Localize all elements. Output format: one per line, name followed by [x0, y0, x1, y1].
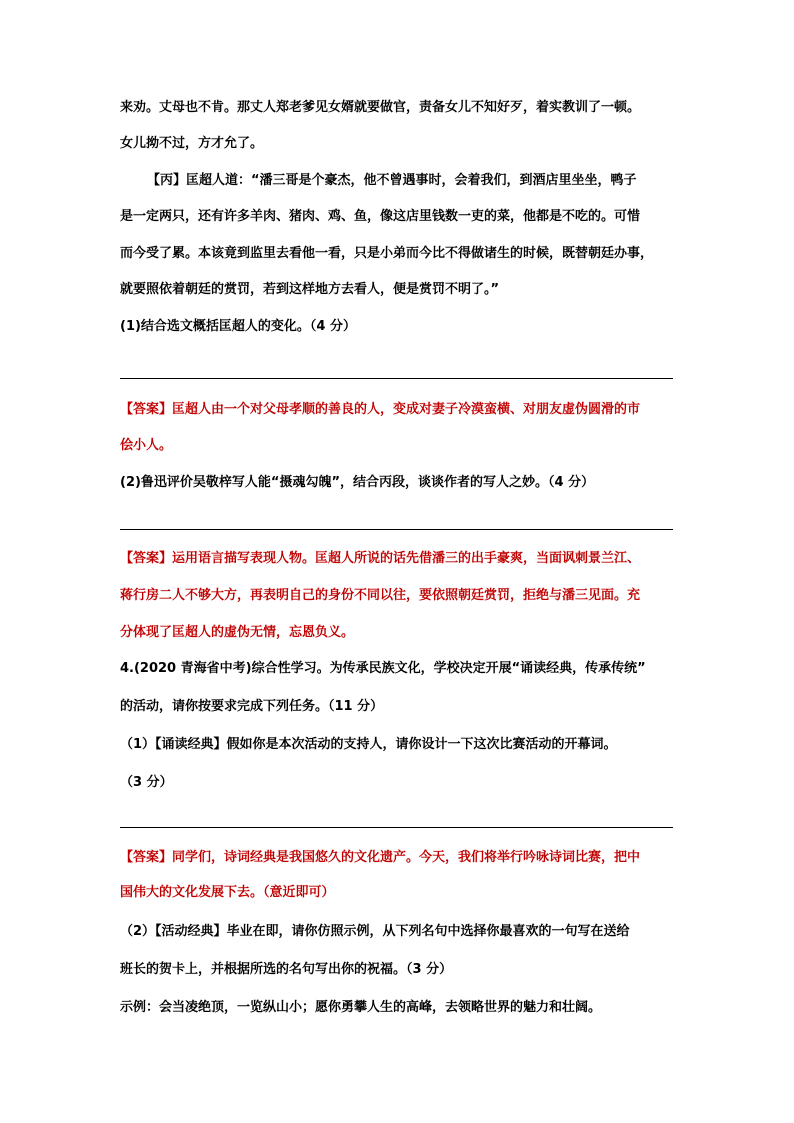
question-4-sub-2-line-1: （2）【活动经典】毕业在即，请你仿照示例，从下列名句中选择你最喜欢的一句写在送给 — [120, 924, 630, 939]
answer-line-1 — [120, 378, 673, 379]
question-2: (2)鲁迅评价吴敬梓写人能“摄魂勾魄”，结合丙段，谈谈作者的写人之妙。（4 分） — [120, 475, 595, 490]
question-4-intro-line-1: 4.(2020 青海省中考)综合性学习。为传承民族文化，学校决定开展“诵读经典，传承传统” — [120, 661, 646, 676]
answer-4-1-line-1: 【答案】同学们，诗词经典是我国悠久的文化遗产。今天，我们将举行吟咏诗词比赛，把中 — [120, 850, 641, 865]
answer-2-line-2: 蒋行房二人不够大方，再表明自己的身份不同以往，要依照朝廷赏罚，拒绝与潘三见面。充 — [120, 588, 641, 603]
answer-line-2 — [120, 529, 673, 530]
question-4-sub-2-line-2: 班长的贺卡上，并根据所选的名句写出你的祝福。（3 分） — [120, 962, 453, 977]
passage-line-6: 就要照依着朝廷的赏罚，若到这样地方去看人，便是赏罚不明了。” — [120, 282, 500, 297]
passage-line-2: 女儿拗不过，方才允了。 — [120, 136, 264, 151]
answer-1-line-2: 侩小人。 — [120, 438, 173, 453]
question-1: (1)结合选文概括匡超人的变化。（4 分） — [120, 319, 356, 334]
example-line: 示例：会当凌绝顶，一览纵山小；愿你勇攀人生的高峰，去领略世界的魅力和壮阔。 — [120, 1000, 602, 1015]
question-4-sub-1-line-1: （1）【诵读经典】假如你是本次活动的支持人，请你设计一下这次比赛活动的开幕词。 — [120, 737, 617, 752]
passage-line-3: 【丙】匡超人道：“潘三哥是个豪杰，他不曾遇事时，会着我们，到酒店里坐坐，鸭子 — [147, 173, 637, 188]
answer-4-1-line-2: 国伟大的文化发展下去。（意近即可） — [120, 885, 335, 900]
passage-line-5: 而今受了累。本该竟到监里去看他一看，只是小弟而今比不得做诸生的时候，既替朝廷办事， — [120, 246, 654, 261]
answer-line-3 — [120, 827, 673, 828]
answer-2-line-3: 分体现了匡超人的虚伪无情，忘恩负义。 — [120, 625, 355, 640]
passage-line-1: 来劝。丈母也不肯。那丈人郑老爹见女婿就要做官，责备女儿不知好歹，着实教训了一顿。 — [120, 100, 641, 115]
passage-line-4: 是一定两只，还有许多羊肉、猪肉、鸡、鱼，像这店里钱数一吏的菜，他都是不吃的。可惜 — [120, 209, 641, 224]
answer-1-line-1: 【答案】匡超人由一个对父母孝顺的善良的人，变成对妻子冷漠蛮横、对朋友虚伪圆滑的市 — [120, 402, 641, 417]
question-4-intro-line-2: 的活动，请你按要求完成下列任务。（11 分） — [120, 699, 384, 714]
question-4-sub-1-line-2: （3 分） — [120, 775, 173, 790]
answer-2-line-1: 【答案】运用语言描写表现人物。匡超人所说的话先借潘三的出手豪爽，当面讽刺景兰江、 — [120, 551, 641, 566]
